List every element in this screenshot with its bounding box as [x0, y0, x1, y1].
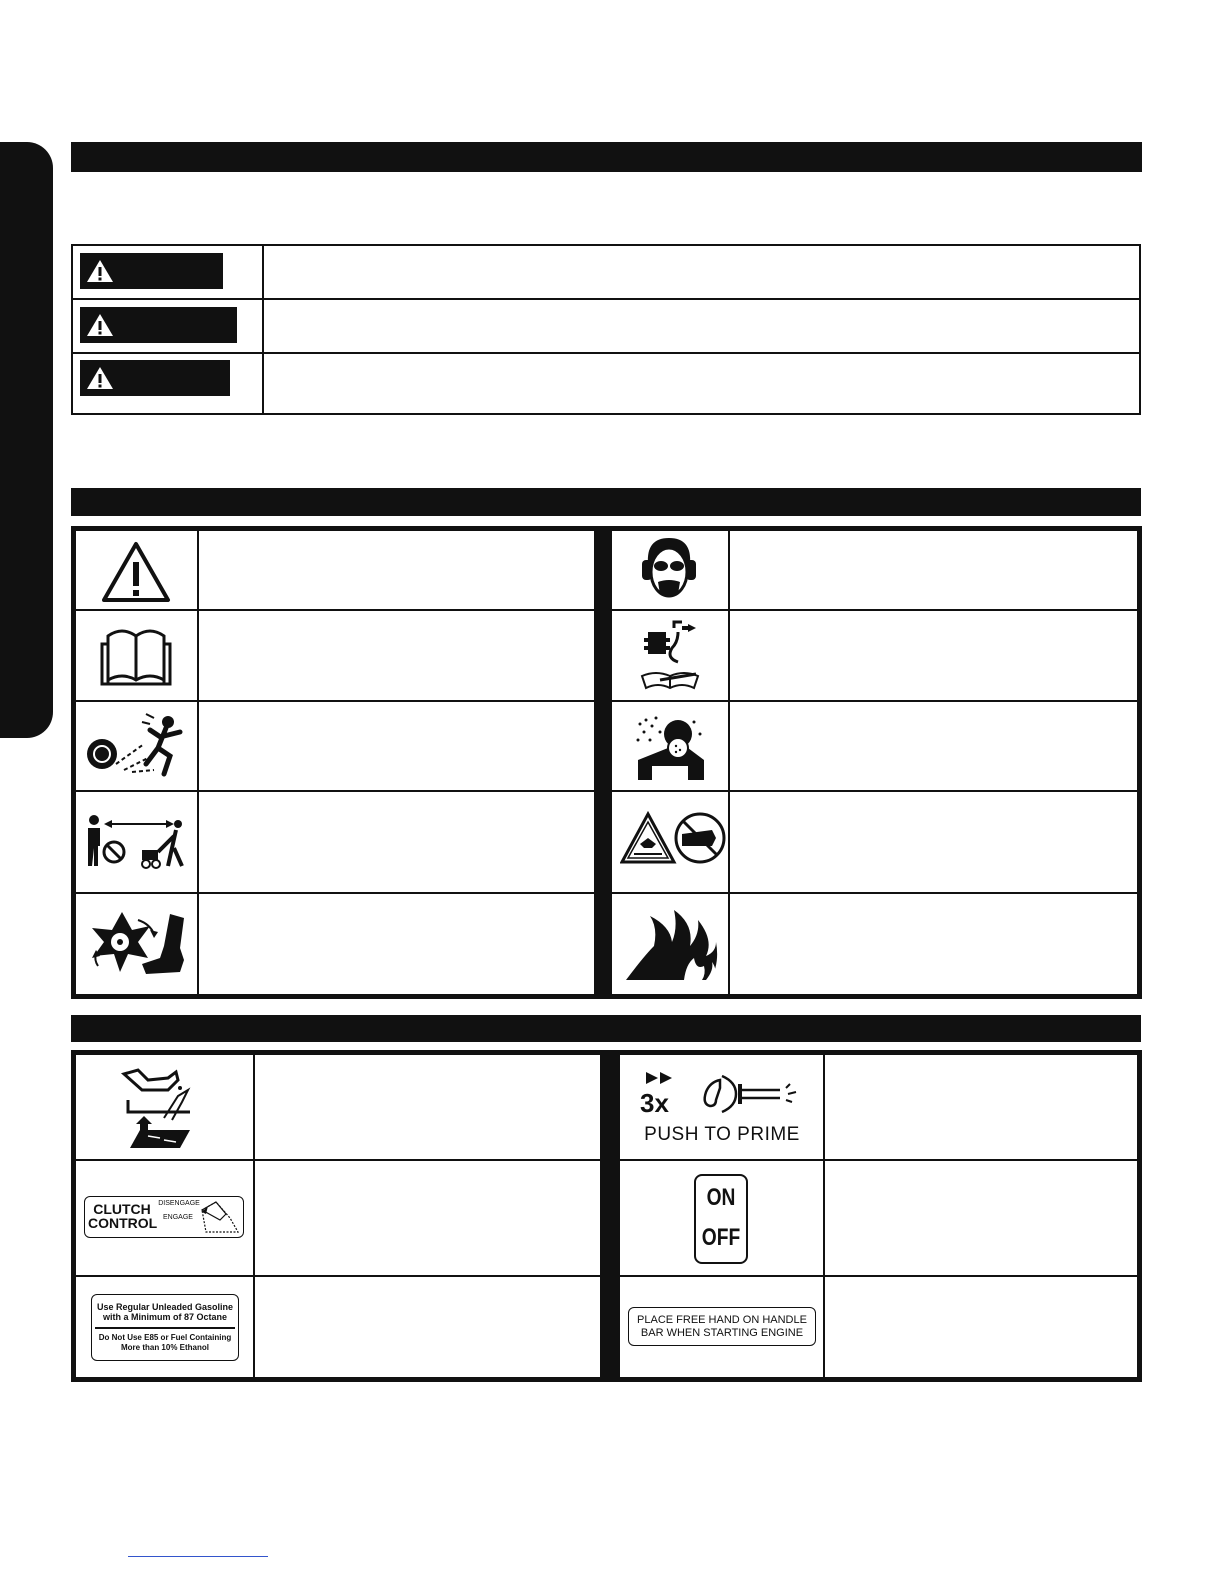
fuel-line-2: with a Minimum of 87 Octane	[102, 1312, 228, 1322]
section-header-bar-3	[71, 1015, 1141, 1042]
clutch-lever-icon	[196, 1198, 242, 1236]
handle-line-1: PLACE FREE HAND ON HANDLE	[637, 1314, 807, 1326]
keep-bystanders-away-icon	[84, 812, 188, 870]
clutch-line-1: CLUTCH	[93, 1201, 151, 1217]
fuel-line-1: Use Regular Unleaded Gasoline	[96, 1302, 234, 1312]
footer-link-underline[interactable]	[128, 1556, 268, 1557]
warning-triangle-icon	[86, 313, 114, 337]
danger-label	[80, 253, 223, 289]
section-header-bar-1	[71, 142, 1142, 172]
oil-check-icon	[120, 1066, 200, 1150]
read-manual-icon	[100, 622, 172, 688]
section-side-tab	[0, 142, 53, 738]
warning-triangle-icon	[86, 366, 114, 390]
switch-off-label: OFF	[701, 1224, 741, 1251]
clutch-line-2: CONTROL	[88, 1215, 158, 1231]
rotating-auger-icon	[84, 908, 188, 982]
fuel-line-4: More than 10% Ethanol	[120, 1343, 209, 1352]
prime-label: PUSH TO PRIME	[644, 1124, 800, 1145]
fuel-line-3: Do Not Use E85 or Fuel Containing	[98, 1333, 232, 1342]
hand-hazard-icon	[620, 810, 726, 866]
warning-triangle-icon	[86, 259, 114, 283]
prime-count: 3x	[640, 1088, 669, 1118]
section-header-bar-2	[71, 488, 1141, 516]
clutch-engage: ENGAGE	[163, 1214, 193, 1221]
eye-ear-protection-icon	[640, 534, 698, 604]
disconnect-spark-plug-icon	[638, 618, 702, 694]
handle-line-2: BAR WHEN STARTING ENGINE	[640, 1327, 804, 1339]
safety-alert-icon	[100, 540, 172, 604]
thrown-objects-icon	[84, 712, 186, 782]
fire-hazard-icon	[624, 906, 718, 982]
warning-label	[80, 307, 237, 343]
caution-label	[80, 360, 230, 396]
toxic-fumes-icon	[632, 710, 706, 782]
clutch-disengage: DISENGAGE	[158, 1200, 200, 1207]
switch-on-label: ON	[706, 1184, 736, 1211]
